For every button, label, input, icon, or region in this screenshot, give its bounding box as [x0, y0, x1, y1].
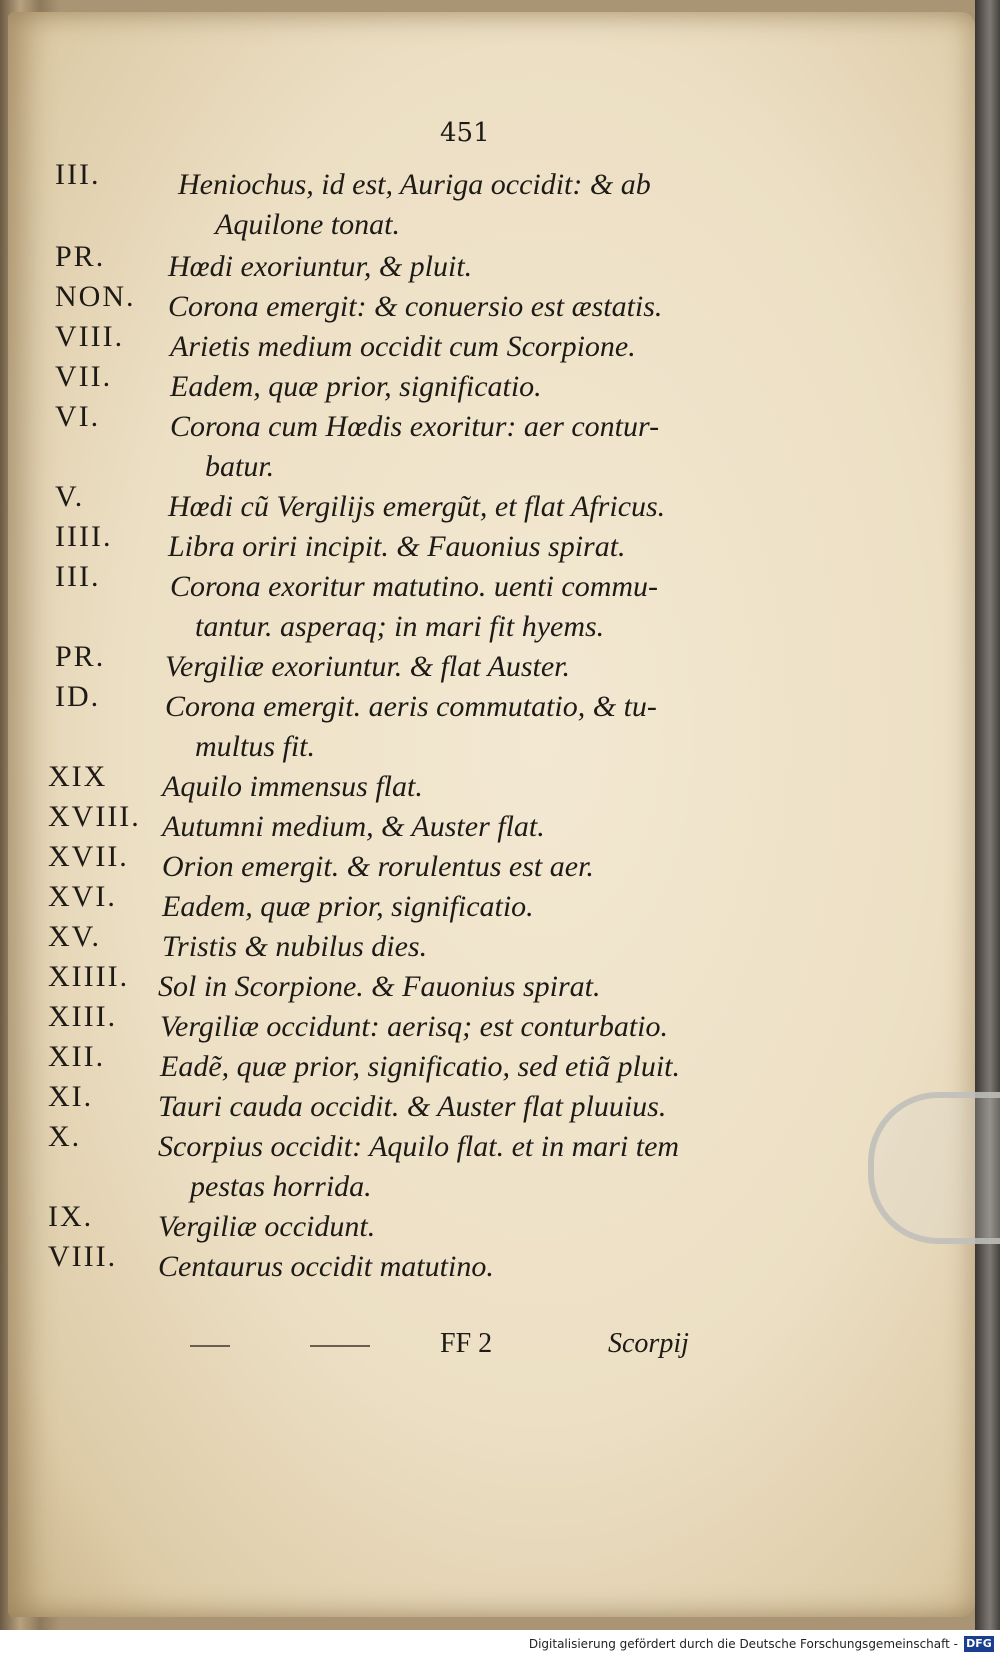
catchword: Scorpij [608, 1328, 689, 1359]
entry-text: Hœdi exoriuntur, & pluit. [168, 250, 473, 283]
entry-text-continuation: pestas horrida. [190, 1170, 372, 1203]
entry-text: Eadem, quæ prior, significatio. [162, 890, 534, 923]
entry-text: Orion emergit. & rorulentus est aer. [162, 850, 594, 883]
entry-text: Scorpius occidit: Aquilo flat. et in mari tem [158, 1130, 680, 1163]
entry-text: Arietis medium occidit cum Scorpione. [170, 330, 636, 363]
entry-day: NON. [55, 280, 136, 313]
paperclip [868, 1092, 1000, 1244]
entry-text: Tauri cauda occidit. & Auster flat pluuius. [158, 1090, 667, 1123]
entry-day: XVIII. [48, 800, 141, 833]
watermark-text: Digitalisierung gefördert durch die Deutsche Forschungsgemeinschaft - [528, 1637, 958, 1651]
entry-text: Autumni medium, & Auster flat. [162, 810, 545, 843]
entry-text: Eadem, quæ prior, significatio. [170, 370, 542, 403]
entry-day: XIII. [48, 1000, 118, 1033]
entry-text: Corona emergit: & conuersio est æstatis. [168, 290, 663, 323]
entry-text: Libra oriri incipit. & Fauonius spirat. [168, 530, 626, 563]
entry-day: X. [48, 1120, 82, 1153]
entry-day: PR. [55, 640, 106, 673]
entry-text-continuation: Aquilone tonat. [215, 208, 400, 241]
page-number: 451 [440, 118, 490, 148]
entry-day: XVI. [48, 880, 117, 913]
entry-day: XVII. [48, 840, 129, 873]
entry-text: Corona emergit. aeris commutatio, & tu- [165, 690, 657, 723]
entry-text-continuation: multus fit. [195, 730, 316, 763]
entry-text: Vergiliæ occidunt. [158, 1210, 376, 1243]
entry-day: ID. [55, 680, 101, 713]
footer-rule [310, 1345, 370, 1347]
entry-day: XI. [48, 1080, 94, 1113]
entry-day: V. [55, 480, 85, 513]
entry-text: Vergiliæ exoriuntur. & flat Auster. [165, 650, 571, 683]
entry-day: IX. [48, 1200, 94, 1233]
entry-day: IIII. [55, 520, 113, 553]
entry-text: Tristis & nubilus dies. [162, 930, 428, 963]
entry-day: XIIII. [48, 960, 130, 993]
entry-text: Heniochus, id est, Auriga occidit: & ab [178, 168, 651, 201]
entry-day: III. [55, 560, 101, 593]
footer-rule [190, 1345, 230, 1347]
dfg-logo: DFG [964, 1636, 994, 1652]
entry-day: PR. [55, 240, 106, 273]
entry-day: XIX [48, 760, 108, 793]
entry-text: Aquilo immensus flat. [162, 770, 423, 803]
entry-text: Corona exoritur matutino. uenti commu- [170, 570, 659, 603]
signature-mark: FF 2 [440, 1328, 493, 1359]
entry-day: VIII. [55, 320, 125, 353]
entry-text: Eadẽ, quæ prior, significatio, sed etiã pluit. [160, 1050, 680, 1083]
book-edge [975, 0, 1000, 1630]
entry-day: VI. [55, 400, 101, 433]
entry-text: Sol in Scorpione. & Fauonius spirat. [158, 970, 601, 1003]
entry-text: Corona cum Hœdis exoritur: aer contur- [170, 410, 660, 443]
entry-text-continuation: tantur. asperaq; in mari fit hyems. [195, 610, 605, 643]
entry-day: XII. [48, 1040, 106, 1073]
entry-text: Centaurus occidit matutino. [158, 1250, 494, 1283]
entry-text-continuation: batur. [205, 450, 275, 483]
entry-day: XV. [48, 920, 101, 953]
entry-text: Hœdi cũ Vergilijs emergũt, et flat Africus. [168, 490, 666, 523]
entry-day: III. [55, 158, 101, 191]
entry-day: VIII. [48, 1240, 118, 1273]
entry-day: VII. [55, 360, 113, 393]
entry-text: Vergiliæ occidunt: aerisq; est conturbatio. [160, 1010, 668, 1043]
